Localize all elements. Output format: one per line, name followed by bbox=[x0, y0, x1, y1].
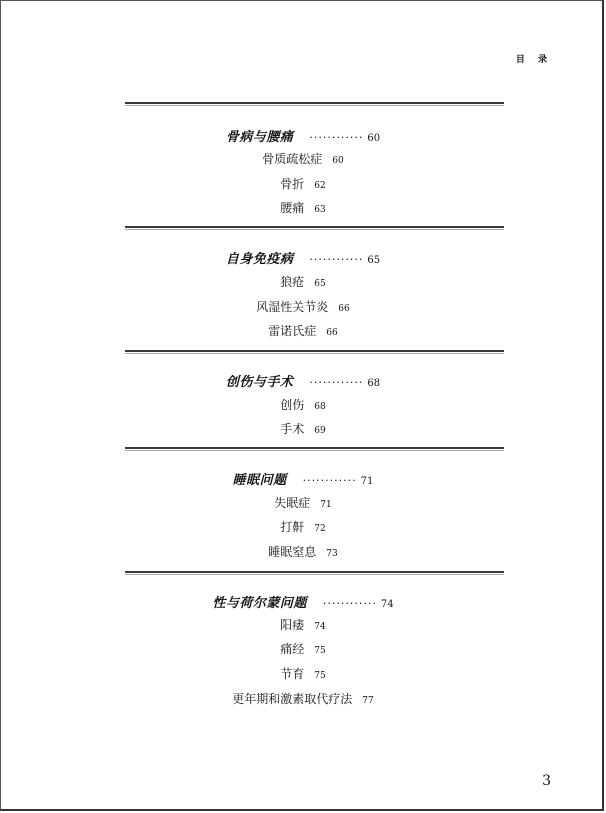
item-label: 雷诺氏症 bbox=[268, 324, 317, 338]
category-title: 创伤与手术 bbox=[225, 375, 294, 390]
leader-dots: ············ bbox=[309, 376, 364, 389]
item-page: 77 bbox=[362, 696, 374, 706]
item-label: 手术 bbox=[280, 422, 305, 436]
item-label: 痛经 bbox=[280, 642, 305, 656]
toc-item[interactable] bbox=[0, 150, 606, 167]
item-label: 打鼾 bbox=[280, 520, 305, 534]
section-rule bbox=[125, 102, 504, 108]
item-page: 69 bbox=[314, 426, 326, 436]
item-page: 73 bbox=[326, 549, 338, 559]
toc-category[interactable] bbox=[0, 126, 606, 145]
item-label: 更年期和激素取代疗法 bbox=[232, 692, 353, 706]
item-label: 腰痛 bbox=[280, 201, 305, 215]
toc-item[interactable] bbox=[0, 518, 606, 535]
item-page: 63 bbox=[314, 205, 326, 215]
toc-item[interactable] bbox=[0, 175, 606, 192]
category-page: 68 bbox=[367, 378, 381, 389]
item-label: 骨折 bbox=[280, 177, 305, 191]
category-title: 性与荷尔蒙问题 bbox=[212, 596, 307, 611]
running-header: 目 录 bbox=[515, 55, 552, 65]
item-label: 睡眠窒息 bbox=[268, 545, 317, 559]
toc-category[interactable] bbox=[0, 248, 606, 267]
item-label: 创伤 bbox=[280, 398, 305, 412]
item-label: 骨质疏松症 bbox=[262, 152, 323, 166]
item-page: 71 bbox=[320, 500, 332, 510]
toc-item[interactable] bbox=[0, 298, 606, 315]
toc-item[interactable] bbox=[0, 665, 606, 682]
category-page: 60 bbox=[367, 133, 381, 144]
toc-item[interactable] bbox=[0, 616, 606, 633]
item-page: 60 bbox=[332, 156, 344, 166]
category-title: 睡眠问题 bbox=[232, 473, 287, 488]
toc-category[interactable] bbox=[0, 469, 606, 488]
toc-item[interactable] bbox=[0, 199, 606, 216]
toc-item[interactable] bbox=[0, 322, 606, 339]
leader-dots: ············ bbox=[309, 253, 364, 266]
item-page: 72 bbox=[314, 524, 326, 534]
item-page: 62 bbox=[314, 181, 326, 191]
toc-item[interactable] bbox=[0, 494, 606, 511]
leader-dots: ············ bbox=[302, 474, 357, 487]
toc-item[interactable] bbox=[0, 396, 606, 413]
category-page: 74 bbox=[380, 599, 394, 610]
toc-item[interactable] bbox=[0, 420, 606, 437]
item-label: 狼疮 bbox=[280, 275, 305, 289]
toc-item[interactable] bbox=[0, 640, 606, 657]
item-page: 65 bbox=[314, 279, 326, 289]
item-page: 75 bbox=[314, 671, 326, 681]
toc-item[interactable] bbox=[0, 273, 606, 290]
toc-item[interactable] bbox=[0, 690, 606, 707]
page-number: 3 bbox=[542, 773, 551, 789]
toc-category[interactable] bbox=[0, 371, 606, 390]
item-page: 74 bbox=[314, 622, 326, 632]
item-label: 失眠症 bbox=[274, 496, 311, 510]
toc-category[interactable] bbox=[0, 592, 606, 611]
category-title: 骨病与腰痛 bbox=[225, 130, 294, 145]
toc-item[interactable] bbox=[0, 543, 606, 560]
item-page: 66 bbox=[326, 328, 338, 338]
item-label: 节育 bbox=[280, 667, 305, 681]
item-page: 66 bbox=[338, 304, 350, 314]
leader-dots: ············ bbox=[322, 597, 377, 610]
leader-dots: ············ bbox=[309, 131, 364, 144]
item-page: 75 bbox=[314, 646, 326, 656]
section-rule bbox=[125, 350, 504, 356]
item-label: 阳痿 bbox=[280, 618, 305, 632]
category-page: 65 bbox=[367, 255, 381, 266]
section-rule bbox=[125, 571, 504, 577]
item-page: 68 bbox=[314, 402, 326, 412]
item-label: 风湿性关节炎 bbox=[256, 300, 329, 314]
category-page: 71 bbox=[360, 476, 374, 487]
section-rule bbox=[125, 447, 504, 453]
category-title: 自身免疫病 bbox=[225, 252, 294, 267]
section-rule bbox=[125, 226, 504, 232]
